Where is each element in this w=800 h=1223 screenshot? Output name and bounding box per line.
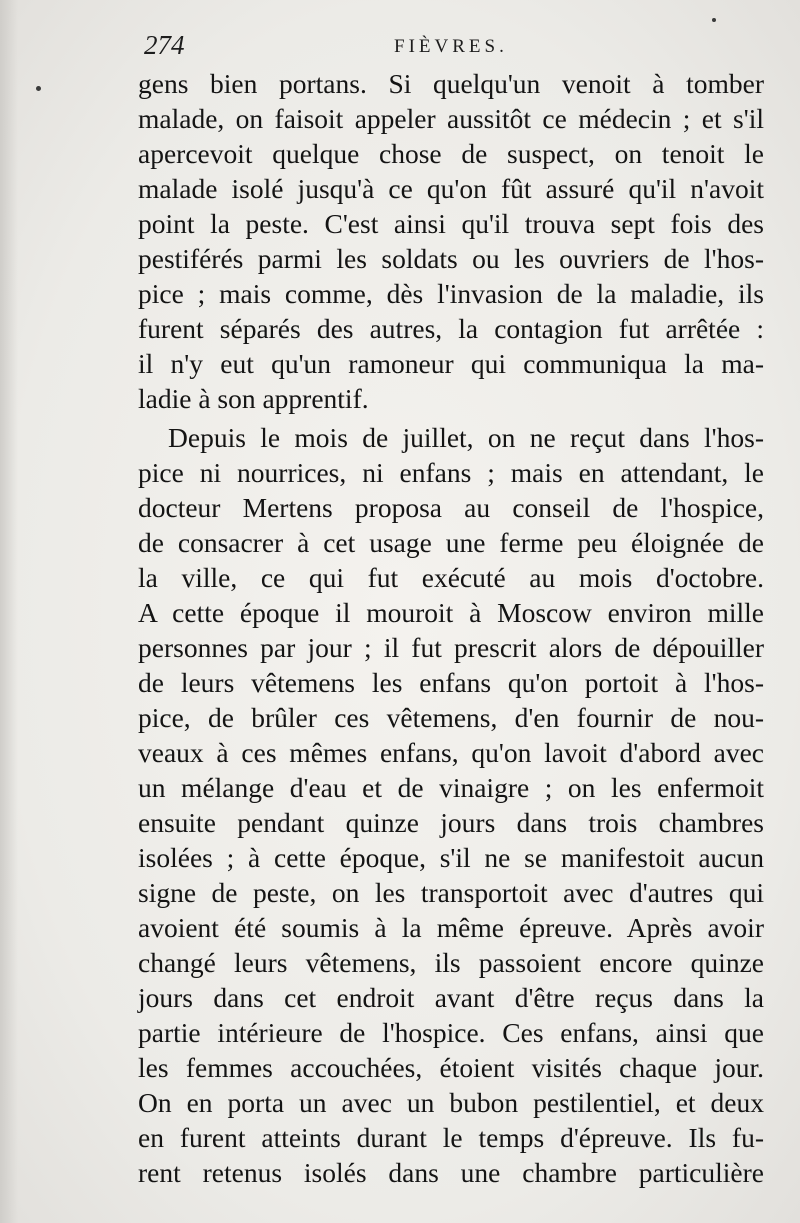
text-line: partie intérieure de l'hospice. Ces enfans, ainsi que [138, 1017, 764, 1048]
text-line: docteur Mertens proposa au conseil de l'hospice, [138, 492, 764, 523]
text-line: apercevoit quelque chose de suspect, on tenoit le [138, 138, 764, 169]
text-line: en furent atteints durant le temps d'épreuve. Ils fu- [138, 1122, 764, 1153]
page-header [140, 26, 760, 66]
text-line: gens bien portans. Si quelqu'un venoit à tomber [138, 68, 764, 99]
text-line: avoient été soumis à la même épreuve. Après avoir [138, 912, 764, 943]
text-line: un mélange d'eau et de vinaigre ; on les enfermoit [138, 772, 764, 803]
text-line: malade, on faisoit appeler aussitôt ce médecin ; et s'il [138, 103, 764, 134]
text-line: les femmes accouchées, étoient visités chaque jour. [138, 1052, 764, 1083]
text-line: ladie à son apprentif. [138, 383, 369, 414]
print-speck [36, 86, 41, 91]
text-line: Depuis le mois de juillet, on ne reçut dans l'hos- [168, 422, 764, 453]
text-line: pice, de brûler ces vêtemens, d'en fournir de nou- [138, 702, 764, 733]
text-line: furent séparés des autres, la contagion fut arrêtée : [138, 313, 764, 344]
text-line: signe de peste, on les transportoit avec d'autres qui [138, 877, 764, 908]
text-line: ensuite pendant quinze jours dans trois chambres [138, 807, 764, 838]
text-line: veaux à ces mêmes enfans, qu'on lavoit d'abord avec [138, 737, 764, 768]
text-line: malade isolé jusqu'à ce qu'on fût assuré qu'il n'avoit [138, 173, 764, 204]
page-number: 274 [144, 30, 185, 60]
text-line: jours dans cet endroit avant d'être reçus dans la [138, 982, 764, 1013]
print-speck [712, 18, 716, 22]
running-head: FIÈVRES. [394, 36, 508, 57]
text-line: rent retenus isolés dans une chambre particulière [138, 1157, 764, 1188]
text-line: pice ; mais comme, dès l'invasion de la maladie, ils [138, 278, 764, 309]
text-line: isolées ; à cette époque, s'il ne se manifestoit aucun [138, 842, 764, 873]
text-line: pice ni nourrices, ni enfans ; mais en attendant, le [138, 457, 764, 488]
page-gutter-shadow [0, 0, 18, 1223]
text-line: changé leurs vêtemens, ils passoient encore quinze [138, 947, 764, 978]
text-line: de leurs vêtemens les enfans qu'on portoit à l'hos- [138, 667, 764, 698]
text-line: point la peste. C'est ainsi qu'il trouva sept fois des [138, 208, 764, 239]
text-line: il n'y eut qu'un ramoneur qui communiqua la ma- [138, 348, 764, 379]
text-line: de consacrer à cet usage une ferme peu éloignée de [138, 527, 764, 558]
text-line: On en porta un avec un bubon pestilentiel, et deux [138, 1087, 764, 1118]
text-line: A cette époque il mouroit à Moscow environ mille [138, 597, 764, 628]
text-line: personnes par jour ; il fut prescrit alors de dépouiller [138, 632, 764, 663]
text-line: la ville, ce qui fut exécuté au mois d'octobre. [138, 562, 764, 593]
text-line: pestiférés parmi les soldats ou les ouvriers de l'hos- [138, 243, 764, 274]
